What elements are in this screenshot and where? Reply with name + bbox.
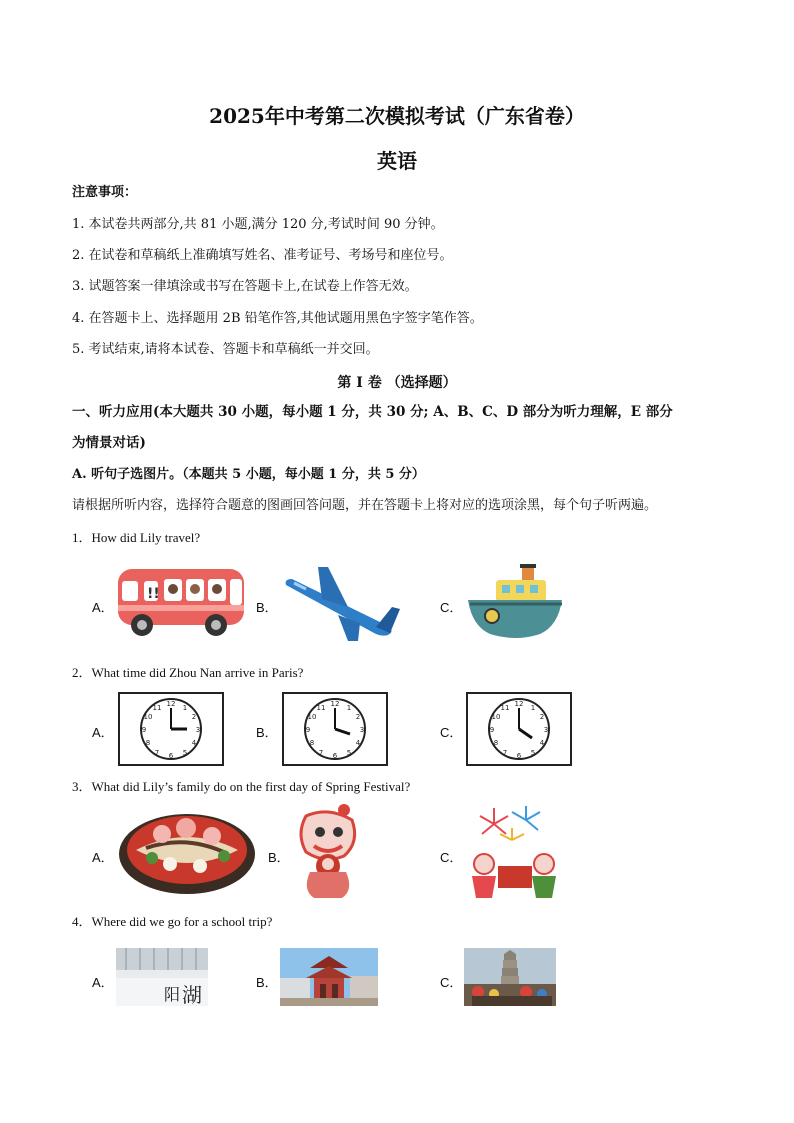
svg-text:8: 8 [145, 739, 151, 747]
svg-text:6: 6 [516, 752, 522, 760]
subject-title: 英语 [377, 149, 417, 173]
svg-text:4: 4 [539, 739, 545, 747]
svg-text:6: 6 [168, 752, 174, 760]
clock-c-frame [466, 692, 572, 766]
q1-option-a-label: A． [92, 600, 114, 615]
svg-text:12: 12 [514, 700, 524, 708]
svg-text:2: 2 [355, 713, 361, 721]
part1-heading-line2: 为情景对话) [72, 435, 146, 451]
museum-photo [116, 948, 208, 1006]
svg-text:8: 8 [493, 739, 499, 747]
q4-option-a-label: A． [92, 975, 114, 990]
svg-text:12: 12 [330, 700, 340, 708]
notice-item-4: 4. 在答题卡上、选择题用 2B 铅笔作答,其他试题用黑色字签字笔作答。 [72, 311, 483, 326]
svg-text:10: 10 [307, 713, 317, 721]
clock-b-frame [282, 692, 388, 766]
notice-item-3: 3. 试题答案一律填涂或书写在答题卡上,在试卷上作答无效。 [72, 279, 418, 294]
volume-heading: 第 I 卷 （选择题） [337, 375, 457, 391]
svg-text:3: 3 [543, 726, 549, 734]
part1-heading-line1: 一、听力应用(本大题共 30 小题，每小题 1 分，共 30 分; A、B、C、D 部分为听力理解，E 部分 [72, 404, 673, 420]
svg-text:12: 12 [166, 700, 176, 708]
svg-text:4: 4 [191, 739, 197, 747]
notice-item-5: 5. 考试结束,请将本试卷、答题卡和草稿纸一并交回。 [72, 342, 379, 357]
svg-text:6: 6 [332, 752, 338, 760]
exam-title: 2025年中考第二次模拟考试（广东省卷） [209, 104, 585, 128]
svg-text:5: 5 [182, 749, 188, 757]
svg-text:2: 2 [191, 713, 197, 721]
svg-text:3: 3 [195, 726, 201, 734]
svg-text:1: 1 [182, 704, 188, 712]
svg-text:7: 7 [154, 749, 160, 757]
svg-text:10: 10 [143, 713, 153, 721]
q1-option-c-label: C． [440, 600, 463, 615]
q4-option-c-label: C． [440, 975, 463, 990]
svg-text:1: 1 [530, 704, 536, 712]
pagoda-photo [464, 948, 556, 1006]
question-3: 3．What did Lily’s family do on the first day of Spring Festival? [72, 779, 411, 794]
svg-text:11: 11 [500, 704, 510, 712]
q4-option-b-label: B． [256, 975, 278, 990]
svg-text:!!: !! [147, 586, 160, 602]
svg-text:3: 3 [359, 726, 365, 734]
svg-text:7: 7 [318, 749, 324, 757]
svg-text:9: 9 [141, 726, 147, 734]
subsection-a-heading: A. 听句子选图片。（本题共 5 小题，每小题 1 分，共 5 分） [72, 467, 425, 482]
svg-text:2: 2 [539, 713, 545, 721]
svg-text:10: 10 [491, 713, 501, 721]
svg-text:5: 5 [530, 749, 536, 757]
svg-text:9: 9 [489, 726, 495, 734]
clock-icon [284, 694, 386, 764]
svg-text:7: 7 [502, 749, 508, 757]
svg-text:1: 1 [346, 704, 352, 712]
q2-option-a-label: A． [92, 725, 114, 740]
q2-option-c-label: C． [440, 725, 463, 740]
q1-option-b-label: B． [256, 600, 278, 615]
hotpot-icon [116, 804, 258, 898]
pavilion-photo [280, 948, 378, 1006]
q3-option-a-label: A． [92, 850, 114, 865]
svg-text:11: 11 [152, 704, 162, 712]
ship-icon [466, 562, 568, 644]
clock-icon [468, 694, 570, 764]
q3-option-c-label: C． [440, 850, 463, 865]
q3-option-b-label: B． [268, 850, 290, 865]
q2-option-b-label: B． [256, 725, 278, 740]
notice-item-2: 2. 在试卷和草稿纸上准确填写姓名、准考证号、考场号和座位号。 [72, 248, 453, 263]
question-2: 2．What time did Zhou Nan arrive in Paris? [72, 665, 304, 680]
svg-text:11: 11 [316, 704, 326, 712]
lion-dance-icon [292, 802, 364, 900]
fireworks-icon [464, 804, 562, 900]
notice-item-1: 1. 本试卷共两部分,共 81 小题,满分 120 分,考试时间 90 分钟。 [72, 217, 444, 232]
svg-text:9: 9 [305, 726, 311, 734]
question-1: 1．How did Lily travel? [72, 530, 201, 545]
museum-sign-text: 湖 [182, 983, 202, 1006]
museum-sign-text-2: 阳 [164, 985, 181, 1004]
airplane-icon [282, 563, 406, 643]
clock-a-frame [118, 692, 224, 766]
question-4: 4．Where did we go for a school trip? [72, 914, 273, 929]
instruction-text: 请根据所听内容，选择符合题意的图画回答问题，并在答题卡上将对应的选项涂黑，每个句子听两遍。 [72, 498, 658, 513]
bus-icon [116, 565, 248, 639]
svg-text:4: 4 [355, 739, 361, 747]
svg-text:5: 5 [346, 749, 352, 757]
clock-icon [120, 694, 222, 764]
notice-heading: 注意事项： [72, 185, 138, 200]
svg-text:8: 8 [309, 739, 315, 747]
